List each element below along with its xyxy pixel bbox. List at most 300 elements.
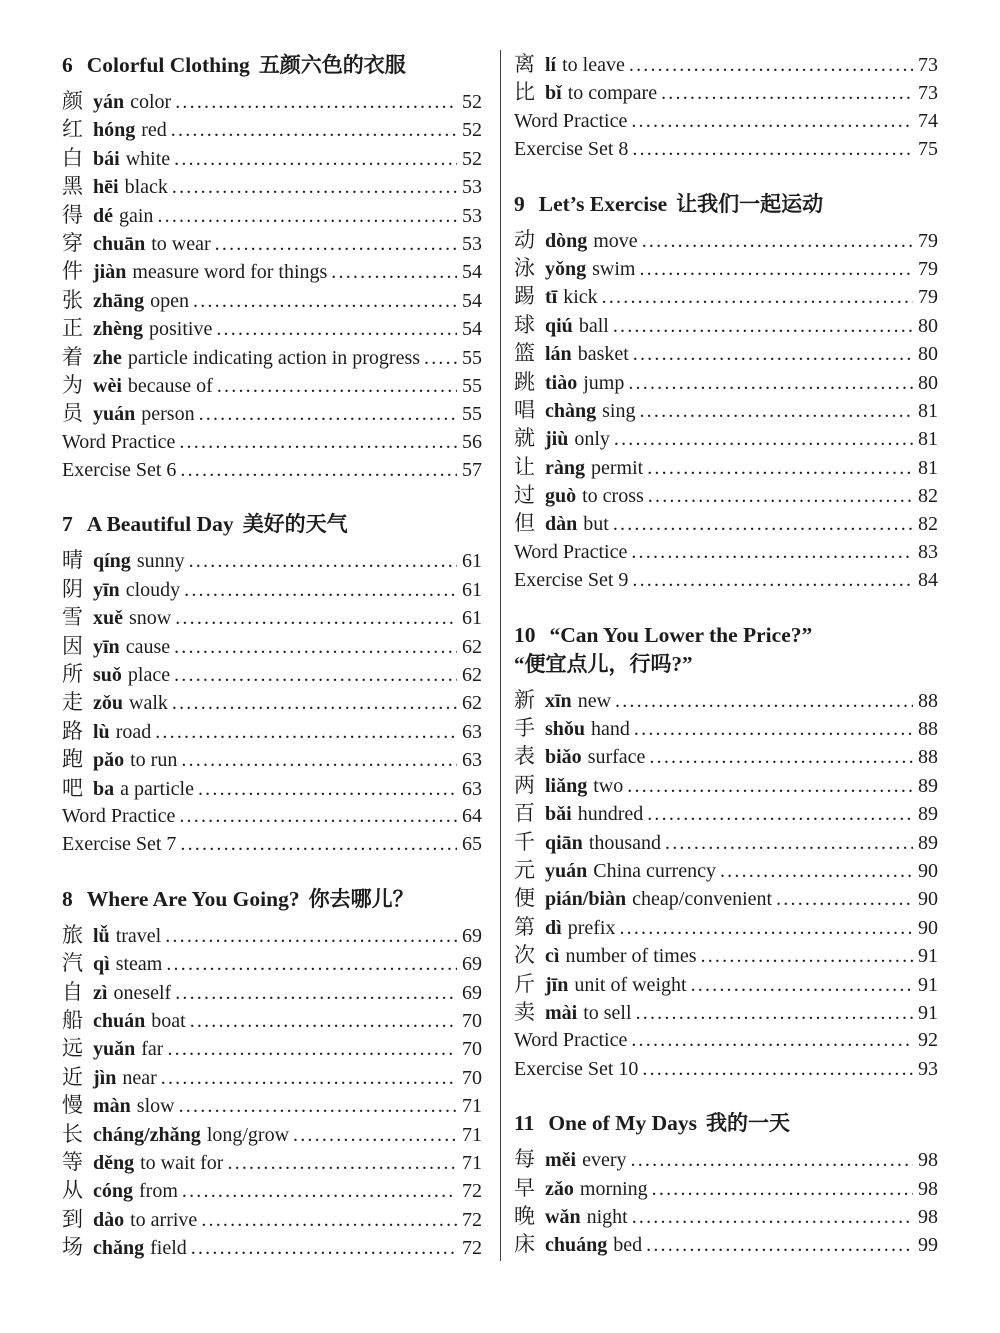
entry-page-number: 73 (918, 54, 938, 76)
entry-page-number: 82 (918, 513, 938, 536)
entry-page-number: 81 (918, 456, 938, 479)
toc-entry (514, 1026, 938, 1054)
section-number: 10 (514, 622, 536, 647)
dot-leader (623, 772, 913, 800)
dot-leader (178, 1177, 457, 1205)
toc-entry (514, 339, 938, 367)
entry-hanzi: 千 (514, 829, 535, 854)
dot-leader (635, 397, 913, 425)
entry-page-number: 62 (462, 664, 482, 687)
section-heading (62, 509, 482, 539)
dot-leader (151, 718, 457, 746)
entry-text: Word Practice (514, 540, 628, 563)
entry-text: cloudy (125, 578, 181, 601)
entry-page-number: 63 (462, 777, 482, 800)
toc-entry (514, 282, 938, 310)
section-heading-line1 (62, 509, 482, 539)
entry-page-number: 70 (462, 1066, 482, 1089)
entry-hanzi: 场 (62, 1235, 83, 1260)
toc-entry (514, 50, 938, 78)
section-title-english: Colorful Clothing (86, 53, 250, 77)
entry-text: only (574, 428, 610, 451)
toc-entry (62, 172, 482, 200)
entry-text: Word Practice (62, 430, 176, 453)
entry-page-number: 91 (918, 973, 938, 996)
entry-hanzi: 员 (62, 401, 83, 426)
dot-leader (628, 1203, 913, 1231)
dot-leader (223, 1149, 457, 1177)
entry-text: because of (127, 374, 213, 397)
entry-pinyin: cháng/zhǎng (93, 1123, 201, 1146)
entry-pinyin: yīn (93, 578, 120, 601)
toc-section-block (62, 884, 482, 1262)
entry-page-number: 90 (918, 859, 938, 882)
toc-section-block (62, 50, 482, 484)
entry-page-number: 71 (462, 1151, 482, 1174)
entry-hanzi: 跑 (62, 747, 83, 772)
section-title-english: “Can You Lower the Price?” (549, 622, 813, 647)
dot-leader (638, 227, 913, 255)
entry-pinyin: chuáng (545, 1234, 608, 1257)
entry-page-number: 71 (462, 1123, 482, 1146)
entry-pinyin: xuě (93, 607, 123, 630)
dot-leader (170, 145, 457, 173)
entry-pinyin: ràng (545, 456, 585, 479)
entry-hanzi: 得 (62, 202, 83, 227)
entry-pinyin: qiān (545, 831, 583, 854)
toc-entry (62, 201, 482, 229)
entry-text: bed (613, 1234, 643, 1257)
entry-page-number: 53 (462, 204, 482, 227)
entry-text: hand (591, 718, 630, 741)
section-heading (514, 189, 938, 219)
toc-entry (62, 1148, 482, 1176)
entry-pinyin: lǚ (93, 924, 110, 947)
entry-page-number: 91 (918, 945, 938, 968)
entry-text: near (122, 1066, 157, 1089)
entry-page-number: 69 (462, 924, 482, 947)
toc-entry (514, 424, 938, 452)
entry-page-number: 98 (918, 1177, 938, 1200)
entry-hanzi: 新 (514, 687, 535, 712)
dot-leader (176, 456, 457, 484)
entry-pinyin: wǎn (545, 1205, 581, 1228)
dot-leader (625, 51, 913, 79)
dot-leader (610, 425, 913, 453)
entry-hanzi: 雪 (62, 605, 83, 630)
entry-hanzi: 让 (514, 454, 535, 479)
entry-text: to cross (582, 485, 644, 508)
toc-entry (514, 566, 938, 594)
entry-hanzi: 路 (62, 718, 83, 743)
entry-page-number: 57 (462, 459, 482, 482)
toc-entry (62, 546, 482, 574)
toc-entry (62, 745, 482, 773)
toc-columns (62, 50, 938, 1261)
entry-page-number: 69 (462, 981, 482, 1004)
entry-text: slow (136, 1095, 175, 1118)
entry-hanzi: 慢 (62, 1093, 83, 1118)
entry-pinyin: dì (545, 916, 562, 939)
dot-leader (697, 942, 913, 970)
toc-entry (62, 1063, 482, 1091)
section-number: 7 (62, 512, 73, 537)
entry-page-number: 69 (462, 953, 482, 976)
toc-entry (62, 229, 482, 257)
section-title-english: A Beautiful Day (86, 512, 234, 537)
section-title-english: Let’s Exercise (538, 191, 668, 216)
entry-hanzi: 斤 (514, 971, 535, 996)
dot-leader (171, 979, 457, 1007)
entry-text: China currency (593, 859, 716, 882)
toc-entry (514, 107, 938, 135)
dot-leader (609, 312, 913, 340)
entry-hanzi: 白 (62, 145, 83, 170)
toc-entry (62, 286, 482, 314)
entry-page-number: 80 (918, 343, 938, 366)
entry-page-number: 55 (462, 403, 482, 426)
section-title-chinese: 你去哪儿？ (308, 886, 414, 911)
entry-text: prefix (567, 916, 616, 939)
entry-pinyin: zǒu (93, 692, 123, 715)
entry-text: red (141, 119, 167, 142)
toc-entry (62, 949, 482, 977)
toc-entry (514, 368, 938, 396)
toc-section-block (514, 1108, 938, 1259)
dot-leader (661, 829, 913, 857)
entry-pinyin: yuán (545, 859, 588, 882)
entry-page-number: 63 (462, 749, 482, 772)
dot-leader (638, 1055, 913, 1083)
toc-entry (514, 135, 938, 163)
dot-leader (197, 1206, 457, 1234)
toc-entry (62, 428, 482, 456)
dot-leader (175, 802, 457, 830)
entry-pinyin: dàn (545, 513, 578, 536)
entry-pinyin: chuán (93, 1009, 146, 1032)
dot-leader (643, 454, 913, 482)
entry-text: unit of weight (574, 973, 687, 996)
entry-text: oneself (113, 981, 172, 1004)
section-title-english: One of My Days (548, 1111, 698, 1136)
dot-leader (327, 258, 457, 286)
toc-entry (514, 856, 938, 884)
entry-text: Exercise Set 7 (62, 833, 177, 856)
dot-leader (628, 566, 913, 594)
entry-text: from (139, 1180, 178, 1203)
entry-page-number: 55 (462, 346, 482, 369)
entry-hanzi: 便 (514, 886, 535, 911)
dot-leader (175, 428, 457, 456)
entry-pinyin: liǎng (545, 774, 588, 797)
dot-leader (627, 538, 913, 566)
entry-pinyin: pián/biàn (545, 888, 627, 911)
dot-leader (177, 746, 457, 774)
entry-text: move (593, 229, 638, 252)
dot-leader (648, 1175, 913, 1203)
entry-text: steam (115, 953, 163, 976)
entry-page-number: 81 (918, 399, 938, 422)
entry-hanzi: 所 (62, 662, 83, 687)
toc-section-block (62, 509, 482, 858)
dot-leader (627, 1146, 913, 1174)
entry-hanzi: 张 (62, 287, 83, 312)
entry-page-number: 65 (462, 833, 482, 856)
entry-text: night (586, 1205, 628, 1228)
entry-page-number: 54 (462, 318, 482, 341)
entry-text: Exercise Set 10 (514, 1057, 639, 1080)
toc-entry (514, 799, 938, 827)
entry-text: long/grow (206, 1123, 290, 1146)
entry-page-number: 99 (918, 1234, 938, 1257)
entry-pinyin: hēi (93, 176, 119, 199)
dot-leader (170, 661, 457, 689)
dot-leader (187, 1234, 457, 1262)
section-heading-line2: “便宜点儿，行吗?” (514, 651, 693, 676)
toc-entry (62, 1233, 482, 1261)
entry-pinyin: qiú (545, 314, 573, 337)
entry-text: morning (579, 1177, 648, 1200)
entry-text: gain (119, 204, 154, 227)
toc-column (62, 50, 482, 1261)
entry-hanzi: 因 (62, 633, 83, 658)
dot-leader (657, 79, 913, 107)
dot-leader (195, 400, 457, 428)
entry-text: Word Practice (62, 804, 176, 827)
entry-pinyin: měi (545, 1149, 577, 1172)
dot-leader (420, 344, 457, 372)
dot-leader (627, 107, 913, 135)
entry-page-number: 79 (918, 286, 938, 309)
entry-page-number: 55 (462, 374, 482, 397)
entry-page-number: 64 (462, 804, 482, 827)
entry-page-number: 90 (918, 916, 938, 939)
entry-text: to leave (562, 54, 625, 76)
entry-pinyin: dé (93, 204, 113, 227)
toc-entry (62, 314, 482, 342)
dot-leader (189, 287, 457, 315)
entry-page-number: 70 (462, 1038, 482, 1061)
entry-page-number: 52 (462, 119, 482, 142)
entry-text: boat (151, 1009, 186, 1032)
entry-hanzi: 卖 (514, 999, 535, 1024)
toc-entry (514, 828, 938, 856)
entry-text: a particle (120, 777, 194, 800)
dot-leader (635, 255, 913, 283)
entry-hanzi: 颜 (62, 89, 83, 113)
entry-hanzi: 就 (514, 426, 535, 451)
entry-text: measure word for things (132, 261, 328, 284)
entry-hanzi: 离 (514, 52, 535, 76)
section-title-chinese: 我的一天 (706, 1111, 791, 1136)
entry-page-number: 54 (462, 289, 482, 312)
entry-pinyin: zhāng (93, 289, 145, 312)
entry-page-number: 62 (462, 635, 482, 658)
toc-entry (62, 87, 482, 115)
entry-text: new (577, 689, 612, 712)
entry-pinyin: jìn (93, 1066, 117, 1089)
section-heading-line1 (514, 620, 938, 650)
toc-column (500, 50, 938, 1261)
entry-pinyin: lù (93, 720, 110, 743)
entry-page-number: 83 (918, 540, 938, 563)
entry-hanzi: 穿 (62, 230, 83, 255)
toc-section-block (514, 189, 938, 595)
entry-hanzi: 为 (62, 372, 83, 397)
toc-entry (62, 257, 482, 285)
entry-pinyin: zǎo (545, 1177, 574, 1200)
entry-pinyin: tiào (545, 371, 578, 394)
dot-leader (609, 510, 913, 538)
toc-entry (514, 311, 938, 339)
entry-text: color (130, 91, 172, 113)
toc-entry (62, 371, 482, 399)
entry-pinyin: yuán (93, 403, 136, 426)
entry-text: to run (130, 749, 178, 772)
toc-entry (62, 978, 482, 1006)
entry-page-number: 81 (918, 428, 938, 451)
dot-leader (629, 340, 913, 368)
toc-entry (514, 509, 938, 537)
entry-text: open (150, 289, 190, 312)
toc-entry (62, 1006, 482, 1034)
dot-leader (186, 1007, 457, 1035)
entry-hanzi: 自 (62, 979, 83, 1004)
entry-text: Exercise Set 6 (62, 459, 177, 482)
entry-hanzi: 着 (62, 344, 83, 369)
entry-text: hundred (577, 803, 644, 826)
entry-pinyin: yuǎn (93, 1038, 136, 1061)
dot-leader (772, 885, 913, 913)
entry-hanzi: 早 (514, 1175, 535, 1200)
section-number: 6 (62, 53, 73, 77)
entry-text: snow (129, 607, 172, 630)
entry-text: to compare (567, 82, 658, 105)
entry-page-number: 88 (918, 689, 938, 712)
dot-leader (611, 687, 913, 715)
toc-entry (514, 742, 938, 770)
dot-leader (628, 135, 913, 163)
dot-leader (153, 202, 457, 230)
entry-page-number: 52 (462, 147, 482, 170)
entry-hanzi: 但 (514, 511, 535, 536)
entry-hanzi: 远 (62, 1036, 83, 1061)
entry-page-number: 62 (462, 692, 482, 715)
entry-page-number: 98 (918, 1149, 938, 1172)
section-heading (62, 884, 482, 914)
section-heading-line1 (62, 50, 482, 80)
entry-page-number: 75 (918, 138, 938, 161)
entry-pinyin: jīn (545, 973, 569, 996)
toc-entry (62, 115, 482, 143)
entry-page-number: 71 (462, 1095, 482, 1118)
entry-pinyin: qì (93, 953, 110, 976)
entry-page-number: 53 (462, 176, 482, 199)
entry-page-number: 73 (918, 82, 938, 105)
toc-entry (62, 1120, 482, 1148)
entry-page-number: 79 (918, 257, 938, 280)
entry-text: far (141, 1038, 164, 1061)
entry-hanzi: 跳 (514, 369, 535, 394)
entry-hanzi: 到 (62, 1206, 83, 1231)
dot-leader (163, 1035, 457, 1063)
entry-text: to wait for (140, 1151, 224, 1174)
toc-entry (62, 921, 482, 949)
entry-hanzi: 手 (514, 716, 535, 741)
entry-text: thousand (588, 831, 662, 854)
entry-hanzi: 表 (514, 744, 535, 769)
entry-page-number: 72 (462, 1208, 482, 1231)
dot-leader (598, 283, 913, 311)
entry-hanzi: 泳 (514, 255, 535, 280)
entry-pinyin: lí (545, 54, 557, 76)
toc-entry (514, 998, 938, 1026)
entry-page-number: 72 (462, 1180, 482, 1203)
toc-entry (514, 941, 938, 969)
entry-page-number: 74 (918, 109, 938, 132)
entry-pinyin: yīn (93, 635, 120, 658)
entry-hanzi: 旅 (62, 922, 83, 947)
entry-pinyin: biǎo (545, 746, 582, 769)
section-title-chinese: 美好的天气 (242, 512, 348, 537)
dot-leader (642, 1231, 913, 1259)
entry-pinyin: pǎo (93, 749, 125, 772)
dot-leader (171, 604, 457, 632)
entry-pinyin: chàng (545, 399, 597, 422)
section-title-chinese: 五颜六色的衣服 (258, 53, 406, 77)
toc-entry (514, 1174, 938, 1202)
entry-page-number: 82 (918, 485, 938, 508)
toc-entry (514, 913, 938, 941)
toc-entry (514, 78, 938, 106)
toc-entry (62, 144, 482, 172)
entry-hanzi: 球 (514, 312, 535, 337)
entry-page-number: 61 (462, 578, 482, 601)
entry-text: jump (583, 371, 625, 394)
entry-hanzi: 两 (514, 772, 535, 797)
dot-leader (687, 971, 913, 999)
toc-entry (514, 1055, 938, 1083)
entry-pinyin: zì (93, 981, 108, 1004)
entry-hanzi: 长 (62, 1121, 83, 1146)
toc-entry (514, 1145, 938, 1173)
toc-entry (514, 453, 938, 481)
section-title-chinese: 让我们一起运动 (676, 191, 824, 216)
entry-page-number: 63 (462, 720, 482, 743)
section-number: 9 (514, 191, 525, 216)
entry-text: number of times (565, 945, 697, 968)
entry-page-number: 88 (918, 718, 938, 741)
toc-entry (62, 343, 482, 371)
entry-hanzi: 百 (514, 801, 535, 826)
entry-page-number: 89 (918, 803, 938, 826)
entry-text: sunny (136, 550, 185, 573)
entry-page-number: 93 (918, 1057, 938, 1080)
toc-entry (62, 456, 482, 484)
entry-hanzi: 次 (514, 943, 535, 968)
section-title-english: Where Are You Going? (86, 886, 300, 911)
toc-entry (62, 1091, 482, 1119)
toc-entry (62, 603, 482, 631)
dot-leader (168, 173, 457, 201)
entry-pinyin: wèi (93, 374, 122, 397)
dot-leader (645, 743, 913, 771)
entry-hanzi: 件 (62, 259, 83, 284)
entry-hanzi: 阴 (62, 576, 83, 601)
entry-hanzi: 晴 (62, 548, 83, 573)
dot-leader (615, 914, 913, 942)
entry-page-number: 89 (918, 774, 938, 797)
